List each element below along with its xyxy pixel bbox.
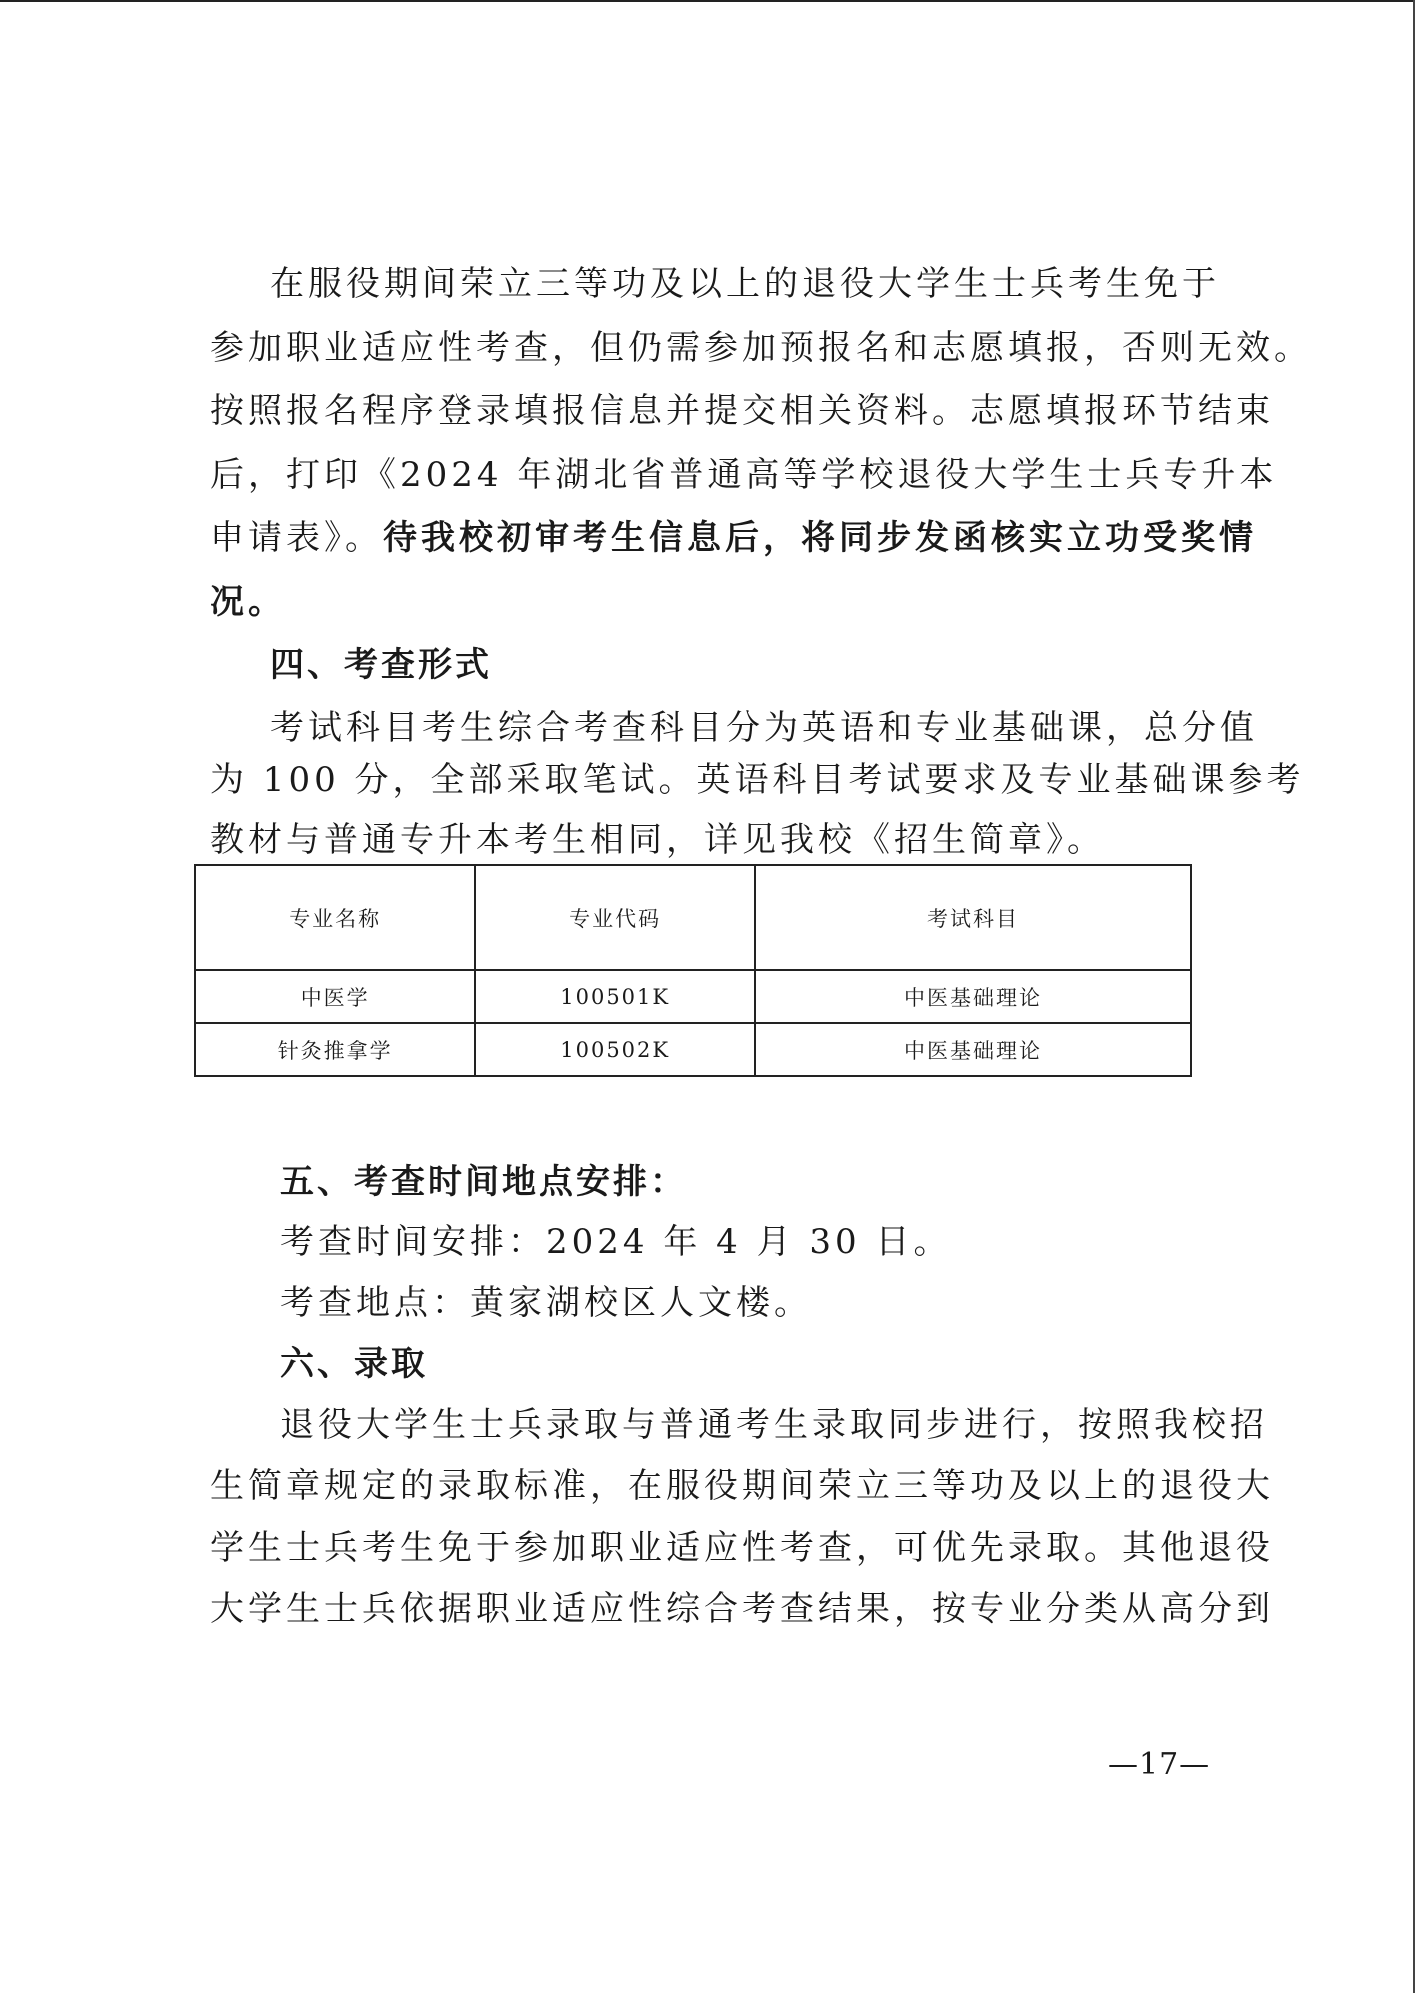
- table-header-cell: 专业代码: [475, 865, 755, 970]
- paragraph-line: 学生士兵考生免于参加职业适应性考查，可优先录取。其他退役: [210, 1528, 1274, 1568]
- page-border-top: [0, 0, 1415, 2]
- table-cell: 100501K: [475, 970, 755, 1023]
- section-heading: 五、考查时间地点安排：: [280, 1162, 687, 1202]
- page-number: —17—: [1108, 1747, 1211, 1782]
- exam-subject-table: [194, 864, 1192, 1077]
- paragraph-line: 退役大学生士兵录取与普通考生录取同步进行，按照我校招: [280, 1405, 1268, 1445]
- table-cell: 针灸推拿学: [195, 1023, 475, 1076]
- paragraph-line: 参加职业适应性考查，但仍需参加预报名和志愿填报，否则无效。: [210, 328, 1312, 368]
- section-heading: 四、考查形式: [270, 645, 492, 685]
- table-cell: 100502K: [475, 1023, 755, 1076]
- paragraph-line: 在服役期间荣立三等功及以上的退役大学生士兵考生免于: [270, 264, 1220, 304]
- paragraph-line: 大学生士兵依据职业适应性综合考查结果，按专业分类从高分到: [210, 1589, 1274, 1629]
- table-cell: 中医学: [195, 970, 475, 1023]
- paragraph-line-bold: 况。: [210, 582, 286, 622]
- exam-place-line: 考查地点：黄家湖校区人文楼。: [280, 1283, 812, 1323]
- paragraph-line: 教材与普通专升本考生相同，详见我校《招生简章》。: [210, 820, 1105, 860]
- table-header-row: [195, 865, 1191, 970]
- table-header-cell: 考试科目: [755, 865, 1191, 970]
- paragraph-line-mixed: [210, 516, 1257, 560]
- paragraph-line: 按照报名程序登录填报信息并提交相关资料。志愿填报环节结束: [210, 391, 1274, 431]
- table-row: [195, 970, 1191, 1023]
- table-cell: 中医基础理论: [755, 970, 1191, 1023]
- paragraph-line: 为 100 分，全部采取笔试。英语科目考试要求及专业基础课参考: [210, 760, 1305, 800]
- paragraph-line: 考试科目考生综合考查科目分为英语和专业基础课，总分值: [270, 708, 1258, 748]
- exam-time-line: 考查时间安排：2024 年 4 月 30 日。: [280, 1222, 952, 1262]
- bold-text: 待我校初审考生信息后，将同步发函核实立功受奖情: [383, 518, 1257, 558]
- table-cell: 中医基础理论: [755, 1023, 1191, 1076]
- table-header-cell: 专业名称: [195, 865, 475, 970]
- section-heading: 六、录取: [280, 1344, 428, 1384]
- paragraph-line: 后，打印《2024 年湖北省普通高等学校退役大学生士兵专升本: [210, 455, 1278, 495]
- normal-text: 申请表》。: [210, 518, 383, 558]
- paragraph-line: 生简章规定的录取标准，在服役期间荣立三等功及以上的退役大: [210, 1466, 1274, 1506]
- table-row: [195, 1023, 1191, 1076]
